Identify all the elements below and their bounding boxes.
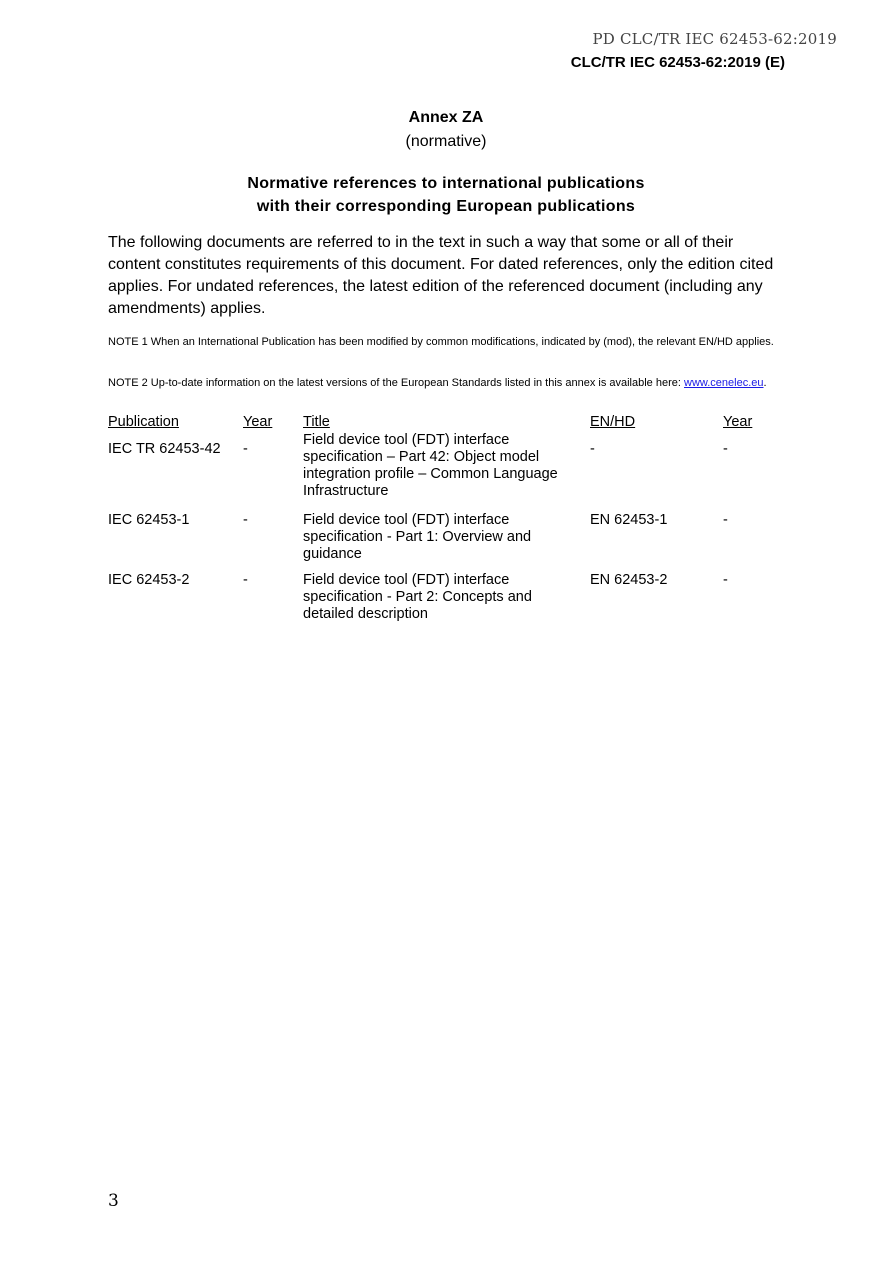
note-1: NOTE 1 When an International Publication has been modified by common modifications, indicated by (mod), the relevant EN/HD applies. <box>108 336 774 348</box>
cell-publication: IEC 62453-1 <box>108 512 190 528</box>
cell-title: Field device tool (FDT) interface specification - Part 1: Overview and guidance <box>303 512 532 562</box>
note-2-end: . <box>763 377 767 389</box>
heading-line-2: with their corresponding European publications <box>256 198 636 215</box>
cell-publication: IEC TR 62453-42 <box>108 441 221 457</box>
col-header-en-hd: EN/HD <box>590 414 636 430</box>
page-header-serif: PD CLC/TR IEC 62453-62:2019 <box>592 30 837 48</box>
heading-line-1: Normative references to international publications <box>247 175 645 192</box>
note-2-text: NOTE 2 Up-to-date information on the latest versions of the European Standards listed in this annex is available here: <box>108 377 684 389</box>
intro-paragraph: The following documents are referred to in the text in such a way that some or all of their content constitutes requirements of this document. For dated references, only the edition cited applies. For undated references, the latest edition of the referenced document (including any amendments) applies. <box>108 234 774 317</box>
cell-year: - <box>243 441 248 457</box>
section-heading <box>0 172 892 218</box>
cell-title: Field device tool (FDT) interface specification – Part 42: Object model integration profile – Common Language Infrastructure <box>303 432 558 499</box>
cell-year-2: - <box>723 572 728 588</box>
page-number: 3 <box>108 1191 119 1211</box>
cell-en-hd: - <box>590 441 595 457</box>
col-header-publication: Publication <box>108 414 179 430</box>
cell-title: Field device tool (FDT) interface specification - Part 2: Concepts and detailed description <box>303 572 532 622</box>
col-header-title: Title <box>303 414 330 430</box>
annex-subtitle: (normative) <box>405 133 487 150</box>
annex-title: Annex ZA <box>408 109 484 126</box>
col-header-year: Year <box>243 414 273 430</box>
note-2 <box>108 377 785 390</box>
cell-year: - <box>243 572 248 588</box>
cell-year: - <box>243 512 248 528</box>
cell-publication: IEC 62453-2 <box>108 572 190 588</box>
cell-en-hd: EN 62453-2 <box>590 572 668 588</box>
cell-en-hd: EN 62453-1 <box>590 512 668 528</box>
col-header-year-2: Year <box>723 414 753 430</box>
cenelec-link[interactable]: www.cenelec.eu <box>684 377 764 389</box>
page-header-bold: CLC/TR IEC 62453-62:2019 (E) <box>570 54 785 71</box>
cell-year-2: - <box>723 512 728 528</box>
cell-year-2: - <box>723 441 728 457</box>
